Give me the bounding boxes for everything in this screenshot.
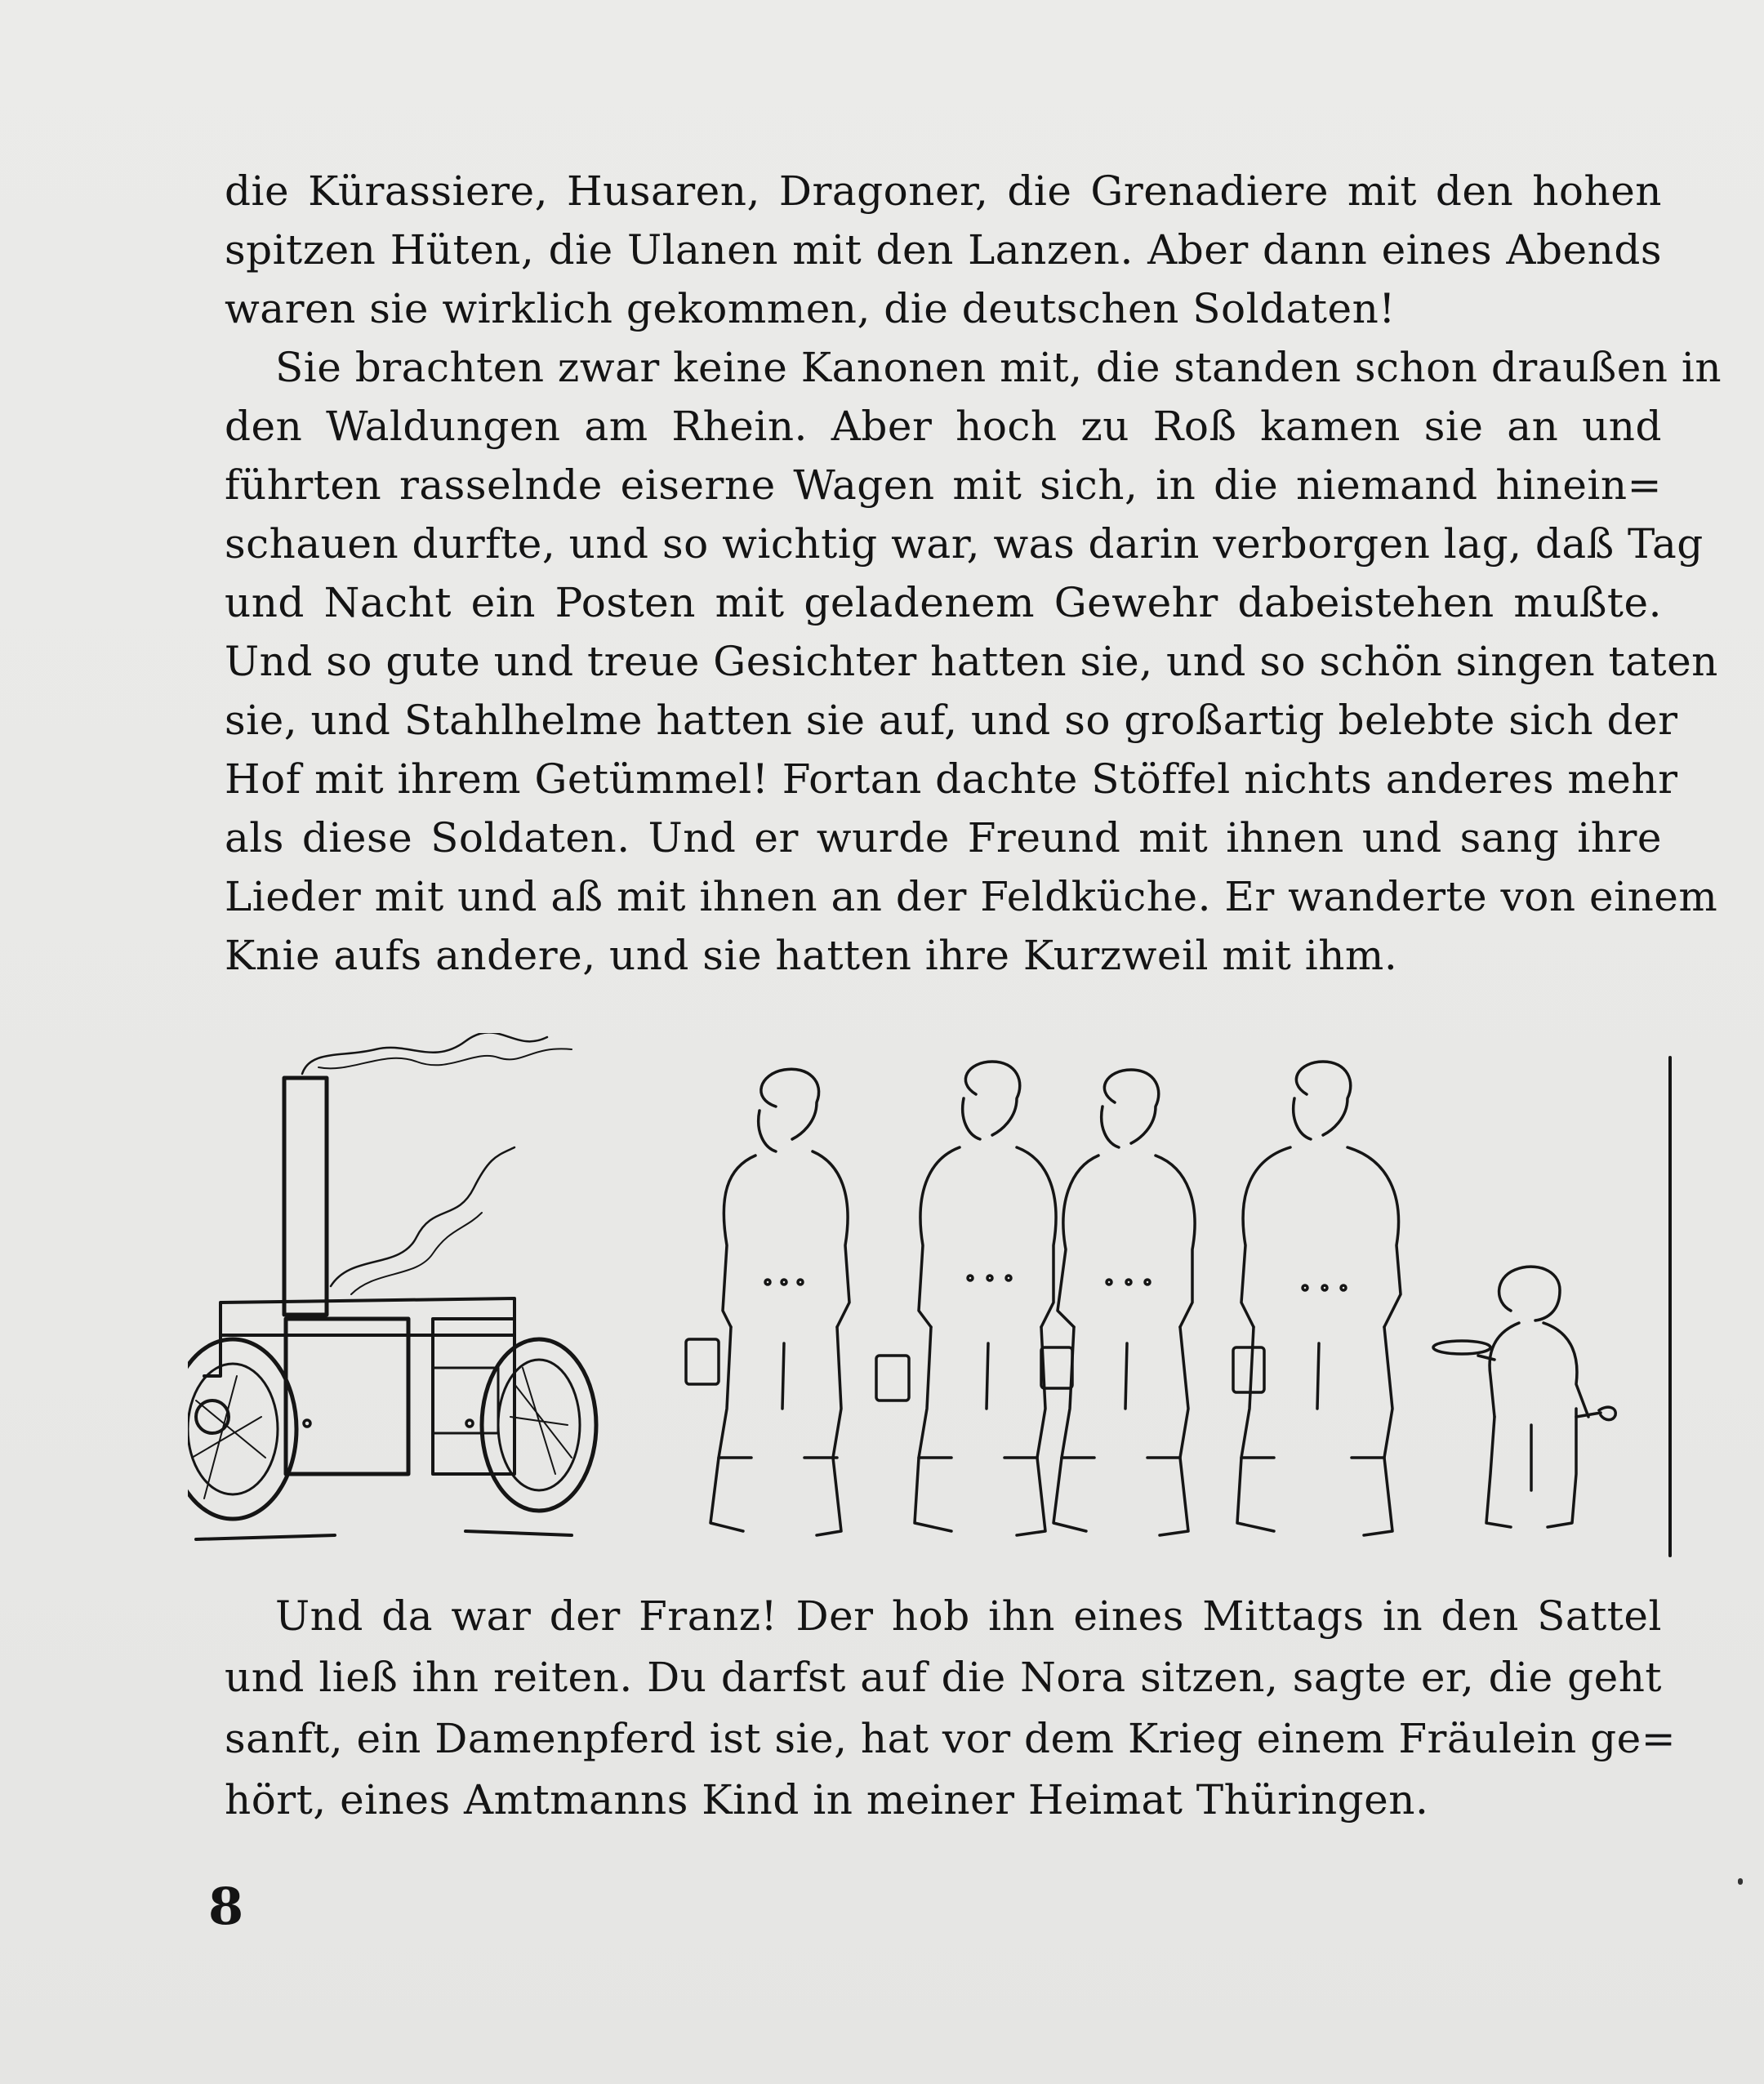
text-line: Sie brachten zwar keine Kanonen mit, die standen schon draußen in bbox=[275, 344, 1722, 391]
field-kitchen-drawing bbox=[188, 1033, 596, 1539]
soldier-drawing bbox=[1041, 1070, 1195, 1535]
soldier-drawing bbox=[686, 1069, 849, 1535]
text-line: Lieder mit und aß mit ihnen an der Feldküche. Er wanderte von einem bbox=[225, 873, 1718, 920]
soldier-drawing bbox=[876, 1062, 1056, 1535]
text-line: den Waldungen am Rhein. Aber hoch zu Roß kamen sie an und bbox=[225, 403, 1662, 450]
child-drawing bbox=[1433, 1267, 1615, 1527]
text-line: und Nacht ein Posten mit geladenem Gewehr dabeistehen mußte. bbox=[225, 579, 1662, 626]
text-line: schauen durfte, und so wichtig war, was darin verborgen lag, daß Tag bbox=[225, 520, 1704, 568]
text-line: die Kürassiere, Husaren, Dragoner, die Grenadiere mit den hohen bbox=[225, 167, 1662, 215]
text-line: spitzen Hüten, die Ulanen mit den Lanzen. Aber dann eines Abends bbox=[225, 226, 1662, 274]
text-line: waren sie wirklich gekommen, die deutschen Soldaten! bbox=[225, 285, 1396, 332]
paragraph-bottom bbox=[225, 1586, 1677, 1831]
text-line: hört, eines Amtmanns Kind in meiner Heimat Thüringen. bbox=[225, 1776, 1429, 1824]
text-line: führten rasselnde eiserne Wagen mit sich, in die niemand hinein= bbox=[225, 461, 1662, 509]
text-line: Und so gute und treue Gesichter hatten sie, und so schön singen taten bbox=[225, 638, 1718, 685]
illustration-field-kitchen-soldiers bbox=[188, 1033, 1674, 1572]
text-line: sanft, ein Damenpferd ist sie, hat vor dem Krieg einem Fräulein ge= bbox=[225, 1715, 1677, 1762]
page-number: 8 bbox=[208, 1877, 244, 1936]
soldier-drawing bbox=[1233, 1062, 1401, 1535]
text-line: sie, und Stahlhelme hatten sie auf, und so großartig belebte sich der bbox=[225, 697, 1678, 744]
text-line: und ließ ihn reiten. Du darfst auf die Nora sitzen, sagte er, die geht bbox=[225, 1654, 1662, 1701]
text-line: Und da war der Franz! Der hob ihn eines Mittags in den Sattel bbox=[275, 1592, 1662, 1640]
text-line: Hof mit ihrem Getümmel! Fortan dachte Stöffel nichts anderes mehr bbox=[225, 755, 1678, 803]
text-line: als diese Soldaten. Und er wurde Freund mit ihnen und sang ihre bbox=[225, 814, 1662, 862]
text-line: Knie aufs andere, und sie hatten ihre Kurzweil mit ihm. bbox=[225, 932, 1398, 979]
paragraph-top bbox=[225, 162, 1722, 985]
paper-speck bbox=[1738, 1878, 1743, 1885]
